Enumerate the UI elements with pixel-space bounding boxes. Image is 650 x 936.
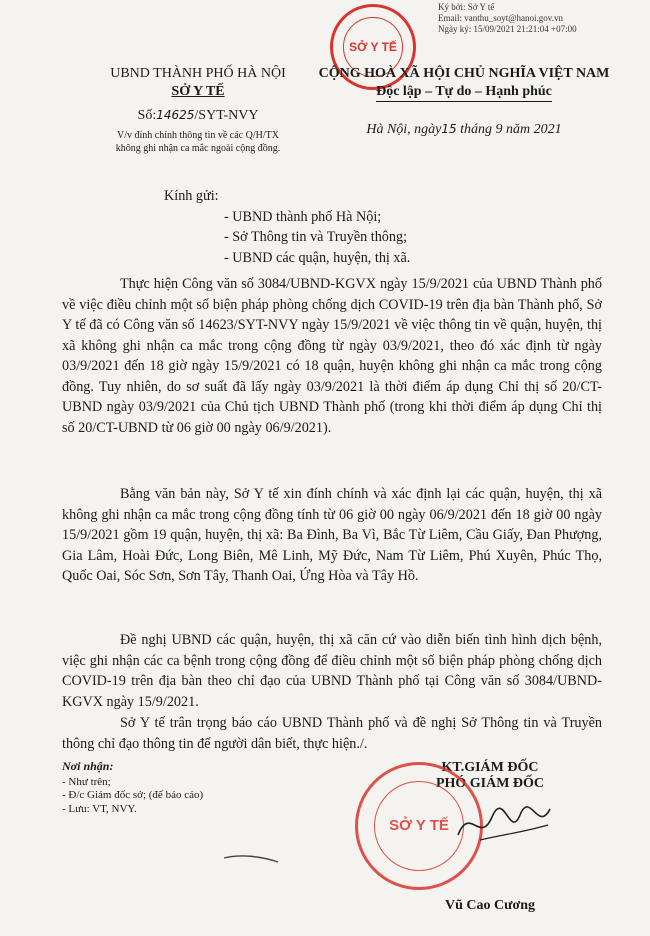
recipient-item: - UBND thành phố Hà Nội; [224, 208, 382, 225]
issuer-header [88, 66, 308, 155]
signer-email: Email: vanthu_soyt@hanoi.gov.vn [438, 13, 563, 23]
motto: Độc lập – Tự do – Hạnh phúc [376, 84, 552, 102]
paragraph-2: Bằng văn bản này, Sở Y tế xin đính chính và xác định lại các quận, huyện, thị xã không ghi nhận ca mắc trong cộng đồng tính từ 06 giờ 00 ngày 06/9/2021 đến 18 giờ 00 ngày 15/9/2021 gồm 19 quận, huyện, thị xã: Ba Đình, Ba Vì, Bắc Từ Liêm, Cầu Giấy, Đan Phượng, Gia Lâm, Hoài Đức, Long Biên, Mê Linh, Mỹ Đức, Nam Từ Liêm, Phú Xuyên, Phúc Thọ, Quốc Oai, Sóc Sơn, Sơn Tây, Thanh Oai, Ứng Hòa và Tây Hồ. [62, 486, 602, 584]
document-number [88, 108, 308, 124]
recipient-item: - Sở Thông tin và Truyền thông; [224, 229, 408, 245]
signature-title-2: PHÓ GIÁM ĐỐC [435, 776, 545, 791]
date-day-handwritten: 15 [441, 122, 457, 136]
recipient-item: - UBND các quận, huyện, thị xã. [224, 249, 411, 266]
paragraph-1: Thực hiện Công văn số 3084/UBND-KGVX ngày 15/9/2021 của UBND Thành phố về việc điều chỉnh một số biện pháp phòng chống dịch COVID-19 trên địa bàn Thành phố, Sở Y tế đã có Công văn số 14623/SYT-NVY ngày 15/9/2021 về việc thông tin về quận, huyện, thị xã không ghi nhận ca mắc trong cộng đồng từ ngày 03/9/2021, theo đó xác định từ ngày 03/9/2021 đến 18 giờ ngày 15/9/2021 có 18 quận, huyện không ghi nhận ca mắc trong cộng đồng. Tuy nhiên, do sơ suất đã lấy ngày 03/9/2021 là thời điểm áp dụng Chỉ thị số 20/CT-UBND ngày 03/9/2021 của Chủ tịch UBND Thành phố (trong khi thời điểm áp dụng Chỉ thị số 20/CT-UBND từ 06 giờ 00 ngày 06/9/2021). [62, 276, 602, 436]
footer-recipient-item: - Như trên; [62, 775, 111, 788]
number-handwritten: 14625 [156, 108, 195, 122]
handwritten-signature [450, 795, 560, 855]
footer-recipients-label: Nơi nhận: [62, 759, 114, 773]
paragraph-3: Đề nghị UBND các quận, huyện, thị xã căn cứ vào diễn biến tình hình dịch bệnh, việc ghi nhận các ca bệnh trong cộng đồng để điều chỉnh một số biện pháp phòng chống dịch COVID-19 trên địa bàn theo chỉ đạo của UBND Thành phố tại Công văn số 3084/UBND-KGVX ngày 15/9/2021. [62, 632, 602, 710]
paragraph-4: Sở Y tế trân trọng báo cáo UBND Thành phố và đề nghị Sở Thông tin và Truyền thông chỉ đạo thông tin để người dân biết, thực hiện./. [62, 715, 602, 752]
footer-recipients [62, 760, 203, 816]
issue-date: Hà Nội, ngày15 tháng 9 năm 2021 [366, 122, 562, 137]
stamp-top-text: SỞ Y TẾ [343, 17, 403, 77]
recipients-label: Kính gửi: [164, 188, 219, 204]
stamp-bottom-text: SỞ Y TẾ [374, 781, 464, 871]
pen-mark [222, 852, 282, 866]
subject [88, 129, 308, 155]
number-prefix: Số: [137, 108, 157, 123]
recipients-block [164, 186, 410, 268]
issuer-parent: UBND THÀNH PHỐ HÀ NỘI [110, 66, 286, 81]
national-header [300, 66, 628, 138]
signature-title-1: KT.GIÁM ĐỐC [441, 760, 539, 775]
signer-line: Ký bởi: Sở Y tế [438, 2, 495, 12]
issuer-name: SỞ Y TẾ [171, 84, 225, 99]
subject-line2: không ghi nhận ca mắc ngoài cộng đồng. [115, 143, 281, 154]
footer-recipient-item: - Lưu: VT, NVY. [62, 802, 137, 815]
number-suffix: /SYT-NVY [194, 108, 259, 123]
footer-recipient-item: - Đ/c Giám đốc sở; (để báo cáo) [62, 789, 204, 801]
subject-line1: V/v đính chính thông tin về các Q/H/TX [117, 130, 279, 141]
digital-signature-info [438, 2, 577, 35]
sign-date: Ngày ký: 15/09/2021 21:21:04 +07:00 [438, 24, 577, 34]
nation-title: CỘNG HOÀ XÃ HỘI CHỦ NGHĨA VIỆT NAM [318, 66, 610, 81]
signer-name: Vũ Cao Cương [444, 898, 536, 913]
